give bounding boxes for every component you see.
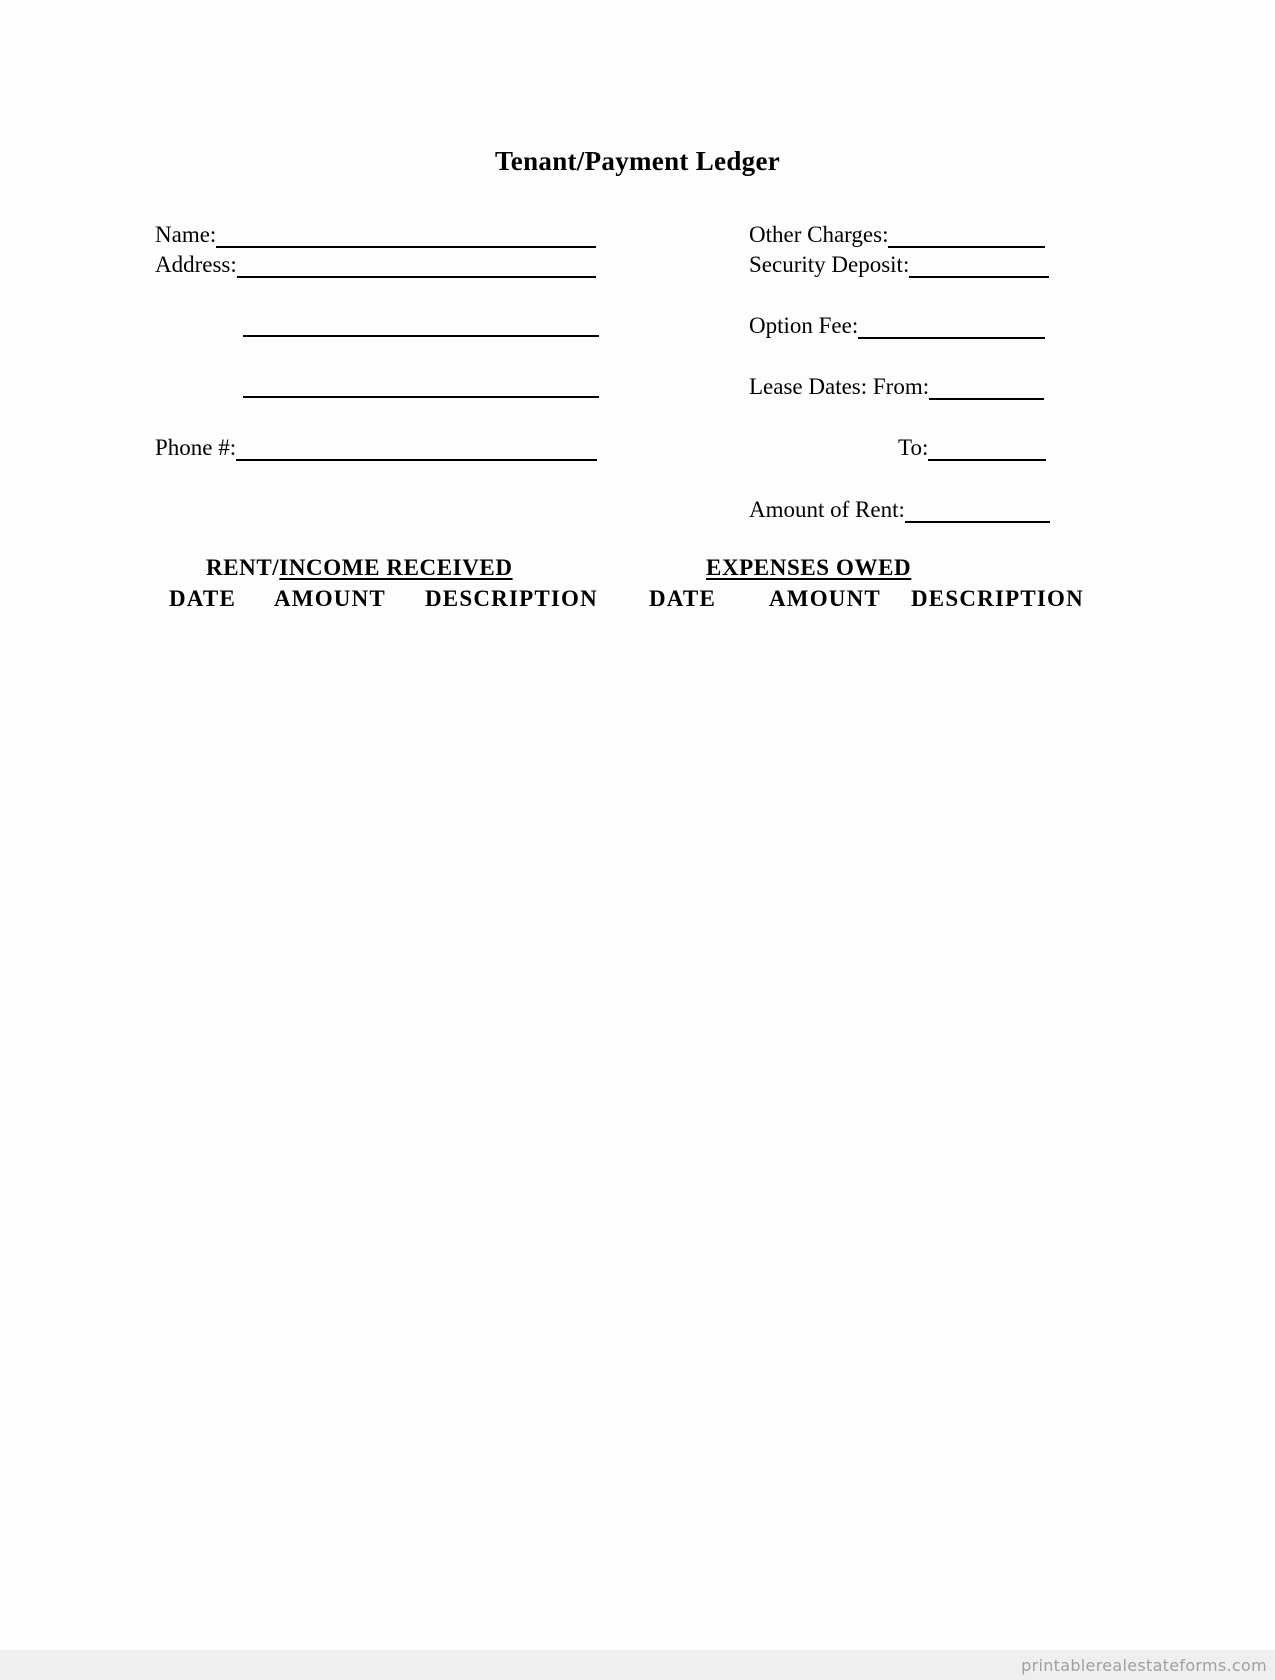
address-line-2[interactable]	[243, 335, 599, 337]
income-heading-underlined: INCOME RECEIVED	[279, 555, 513, 580]
income-heading-prefix: RENT/	[206, 555, 280, 580]
address-field	[155, 248, 596, 278]
address-line-3[interactable]	[243, 396, 599, 398]
lease-from-field	[749, 370, 1044, 400]
footer-bar	[0, 1650, 1275, 1680]
expenses-col-date: DATE	[649, 586, 716, 611]
security-deposit-field	[749, 248, 1049, 278]
name-input-line[interactable]	[216, 224, 596, 248]
other-charges-input-line[interactable]	[888, 224, 1045, 248]
option-fee-label: Option Fee:	[749, 313, 859, 338]
option-fee-field	[749, 309, 1045, 339]
expenses-col-description: DESCRIPTION	[911, 586, 1084, 611]
amount-of-rent-field	[749, 493, 1050, 523]
income-section-heading	[206, 555, 513, 581]
phone-label: Phone #:	[155, 435, 237, 460]
phone-input-line[interactable]	[236, 437, 597, 461]
other-charges-field	[749, 218, 1045, 248]
lease-to-input-line[interactable]	[928, 437, 1046, 461]
option-fee-input-line[interactable]	[858, 315, 1045, 339]
address-input-line[interactable]	[237, 254, 596, 278]
amount-of-rent-label: Amount of Rent:	[749, 497, 905, 522]
page-title: Tenant/Payment Ledger	[494, 146, 781, 176]
expenses-section-heading: EXPENSES OWED	[706, 555, 912, 580]
phone-field	[155, 431, 597, 461]
expenses-col-amount: AMOUNT	[769, 586, 881, 611]
lease-from-label: Lease Dates: From:	[749, 374, 930, 399]
income-col-description: DESCRIPTION	[425, 586, 598, 611]
income-col-amount: AMOUNT	[274, 586, 386, 611]
address-label: Address:	[155, 252, 237, 277]
name-label: Name:	[155, 222, 217, 247]
security-deposit-label: Security Deposit:	[749, 252, 910, 277]
lease-to-label: To:	[898, 435, 929, 460]
amount-of-rent-input-line[interactable]	[905, 499, 1050, 523]
name-field	[155, 218, 596, 248]
lease-to-field	[898, 431, 1046, 461]
lease-from-input-line[interactable]	[929, 376, 1044, 400]
footer-watermark: printablerealestateforms.com	[1021, 1656, 1267, 1675]
income-col-date: DATE	[169, 586, 236, 611]
other-charges-label: Other Charges:	[749, 222, 889, 247]
security-deposit-input-line[interactable]	[909, 254, 1049, 278]
